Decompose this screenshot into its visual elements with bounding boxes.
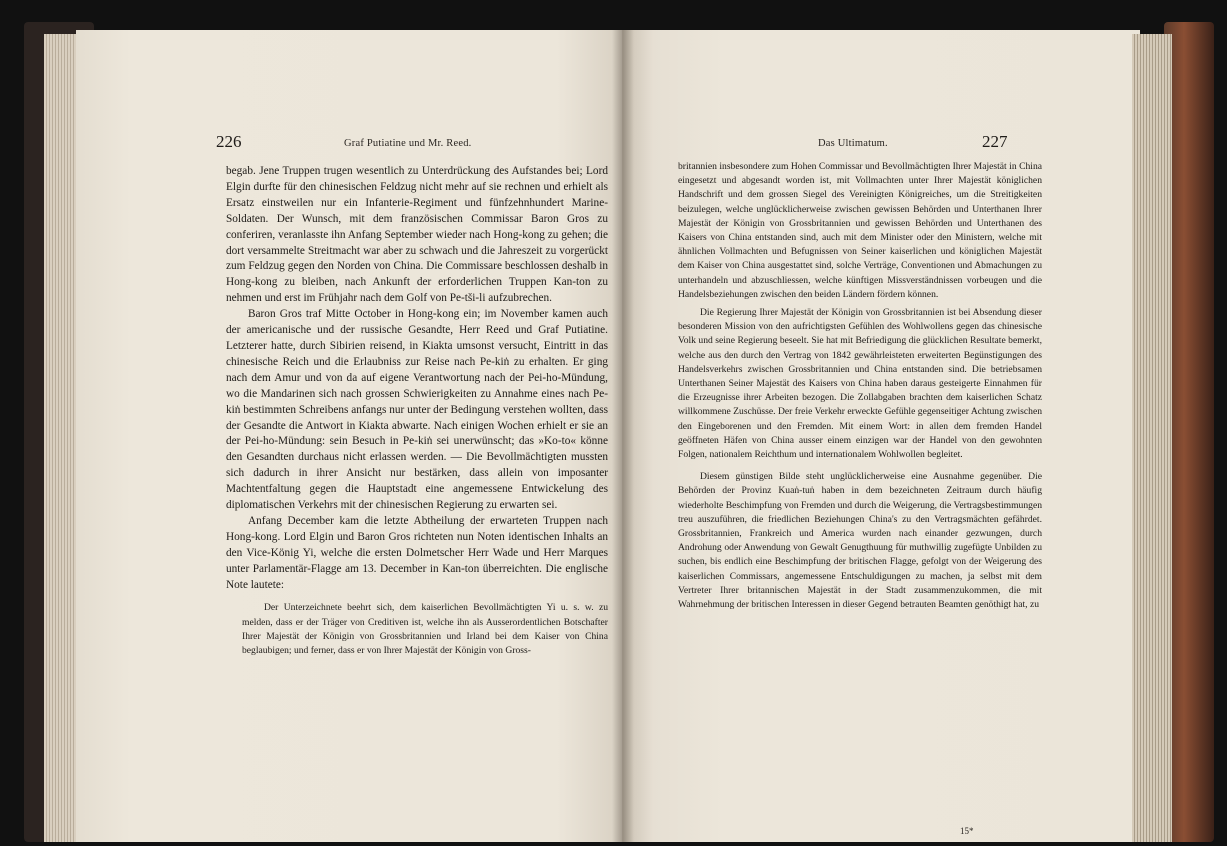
page-number-right: 227 — [982, 132, 1008, 151]
right-page — [622, 30, 1140, 842]
book-spread — [24, 16, 1214, 846]
left-page — [76, 30, 622, 842]
running-head-right: Das Ultimatum. — [818, 138, 888, 149]
quoted-note: britannien insbesondere zum Hohen Commissar und Bevollmächtigten Ihrer Majestät in China eingesetzt und abgesandt worden ist, mit Vollmachten unter Ihrer Majestät königlichen Handschrift und dem grossen Siegel des Vereinigten Königreiches, um die Streitigkeiten beizulegen, welche unglücklicherweise zwischen gewissen Behörden und Unterthanen Ihrer Majestät der Königin von Grossbritannien und gewissen Behörden und Unterthanen des Kaisers von China entstanden sind, auch mit dem Minister oder den Ministern, welche mit ähnlichen Vollmachten und Befugnissen von Seiner kaiserlichen und königlichen Majestät dem Kaiser von China ausgestattet sind, solche Verträge, Conventionen und Abmachungen zu unterhandeln und abzuschliessen, welche künftigen Missverständnissen vorbeugen und die Handelsbeziehungen zwischen den beiden Ländern fördern können. — [678, 161, 1042, 300]
right-page-body — [678, 160, 1042, 612]
paragraph: Baron Gros traf Mitte October in Hong-kong ein; im November kamen auch der americanische und der russische Gesandte, Herr Reed und Graf Putiatine. Letzterer hatte, durch Sibirien reisend, in Kiakta umsonst versucht, Eintritt in das chinesische Reich und die Erlaubniss zur Reise nach Pe-kiṅ zu erhalten. Er ging nach dem Amur und von da auf eigene Verantwortung nach der Pei-ho-Mündung, wo die Mandarinen sich nach grossen Schwierigkeiten zu Annahme eines nach Pe-kiṅ bestimmten Schreibens anfangs nur unter der Bedingung verstehen wollten, dass der Gesandte die Antwort in Kiakta abwarte. Nach einigen Wochen erhielt er sie an der Pei-ho-Mündung: sein Besuch in Pe-kiṅ sei unerwünscht; das »Ko-to« könne den Gesandten durchaus nicht erlassen werden. — Die Bevollmächtigten mussten sich dadurch in ihrer Ansicht nur bestärken, dass allein von imposanter Machtentfaltung gegen die Hauptstadt eine angemessene Entwickelung des diplomatischen Verkehrs mit der chinesischen Regierung zu erwarten sei. — [226, 308, 608, 512]
running-head-left: Graf Putiatine und Mr. Reed. — [344, 138, 472, 149]
left-page-body — [226, 164, 608, 658]
signature-mark: 15* — [960, 826, 974, 836]
page-number-left: 226 — [216, 132, 242, 151]
book-gutter — [612, 30, 634, 842]
quoted-note: Der Unterzeichnete beehrt sich, dem kaiserlichen Bevollmächtigten Yi u. s. w. zu melden, dass er der Träger von Creditiven ist, welche ihn als Ausserordentlichen Botschafter Ihrer Majestät der Königin von Grossbritannien und Irland bei dem Kaiser von China beglaubigen; und ferner, dass er von Ihrer Majestät der Königin von Gross- — [242, 602, 608, 657]
quoted-note: Die Regierung Ihrer Majestät der Königin von Grossbritannien ist bei Absendung dieser besonderen Mission von den aufrichtigsten Gefühlen des Wohlwollens gegen das chinesische Volk und seine Regierung beseelt. Sie hat mit Befriedigung die glücklichen Resultate bemerkt, welche aus den durch den Vertrag von 1842 gewährleisteten erweiterten Begünstigungen des Handelsverkehrs zwischen Grossbritannien und China entstanden sind. Die betriebsamen Unterthanen Seiner Majestät des Kaisers von China haben daraus gesteigerte Einnahmen für die Erzeugnisse ihrer Arbeiten bezogen. Die Zollabgaben brachten dem kaiserlichen Schatz willkommene Zuschüsse. Der freie Verkehr erweckte Gefühle gegenseitiger Achtung zwischen den Eingeborenen und den Fremden. Mit einem Wort: in allen dem fremden Handel geöffneten Häfen von China ausser einem einzigen war der Handel von den gewohnten Folgen, nationalem Reichthum und internationalem Wohlwollen begleitet. — [678, 307, 1042, 461]
page-edges-right — [1132, 34, 1172, 842]
quoted-note: Diesem günstigen Bilde steht unglücklicherweise eine Ausnahme gegenüber. Die Behörden der Provinz Kuaṅ-tuṅ haben in dem bezeichneten Zeitraum durch häufig wiederholte Beschimpfung von Fremden und durch die Weigerung, die Vertragsbestimmungen treu auszuführen, die friedlichen Beziehungen China's zu den Vertragsmächten gefährdet. Grossbritannien, Frankreich und America wurden nach einander gezwungen, durch Androhung oder Anwendung von Gewalt Genugthuung für muthwillig zugefügte Unbilden zu suchen, bis endlich eine Beschimpfung der britischen Flagge, gefolgt von der Weigerung des kaiserlichen Commissars, angemessene Entschuldigungen zu machen, ja selbst mit dem Vertreter Ihrer britannischen Majestät in der Stadt zusammenzukommen, die mit Wahrnehmung der britischen Interessen in dieser Gegend betrauten Beamten genöthigt hat, zu — [678, 471, 1042, 611]
paragraph: Anfang December kam die letzte Abtheilung der erwarteten Truppen nach Hong-kong. Lord Elgin und Baron Gros richteten nun Noten identischen Inhalts an den Vice-König Yi, welche die ersten Dolmetscher Herr Wade und Herr Marques unter Parlamentär-Flagge am 13. December in Kan-ton überreichten. Die englische Note lautete: — [226, 514, 608, 591]
paragraph: begab. Jene Truppen trugen wesentlich zu Unterdrückung des Aufstandes bei; Lord Elgin durfte für den chinesischen Feldzug nicht mehr auf sie rechnen und erhielt als Ersatz einstweilen nur ein Infanterie-Regiment und fünfzehnhundert Marine-Soldaten. Der Wunsch, mit dem französischen Commissar Baron Gros zu conferiren, veranlasste ihn Anfang September wieder nach Hong-kong zu gehen; die dort versammelte Streitmacht war aber zu schwach und die Jahreszeit zu vorgerückt zum Feldzug gegen den Norden von China. Die Commissare beschlossen deshalb in Hong-kong zu bleiben, nach Ankunft der erforderlichen Truppen Kan-ton zu nehmen und erst im Frühjahr nach dem Golf von Pe-tši-li aufzubrechen. — [226, 165, 608, 305]
